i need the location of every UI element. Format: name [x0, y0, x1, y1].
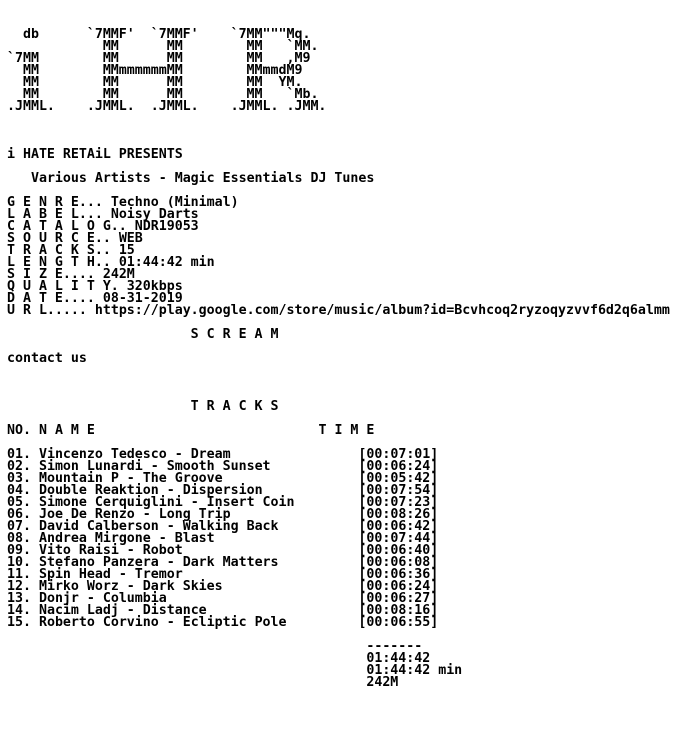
- track-number: 15.: [7, 615, 31, 630]
- track-number: 01.: [7, 447, 31, 462]
- info-tracks-value: 15: [118, 243, 135, 258]
- track-time: [00:06:24]: [358, 459, 439, 474]
- info-url-value[interactable]: https://play.google.com/store/music/album?id=Bcvhcoq2ryzoqyzvvf6d2q6almm: [94, 303, 670, 318]
- track-time: [00:06:55]: [358, 615, 439, 630]
- info-length-value: 01:44:42 min: [118, 255, 215, 270]
- info-quality-label: Q U A L I T Y.: [7, 279, 119, 294]
- info-label-value: Noisy Darts: [110, 207, 199, 222]
- total-size: 242M: [366, 675, 399, 690]
- info-catalog-value: NDR19053: [134, 219, 199, 234]
- info-source-value: WEB: [118, 231, 143, 246]
- column-header-no: NO.: [7, 423, 31, 438]
- track-number: 13.: [7, 591, 31, 606]
- info-genre-value: Techno (Minimal): [110, 195, 239, 210]
- info-date-value: 08-31-2019: [102, 291, 183, 306]
- track-time: [00:06:27]: [358, 591, 439, 606]
- track-title: Donjr - Columbia: [38, 591, 167, 606]
- info-url-label: U R L.....: [7, 303, 87, 318]
- scream-heading: S C R E A M: [190, 327, 279, 342]
- track-number: 04.: [7, 483, 31, 498]
- info-genre-label: G E N R E...: [7, 195, 103, 210]
- track-time: [00:06:36]: [358, 567, 439, 582]
- track-number: 10.: [7, 555, 31, 570]
- total-length: 01:44:42 min: [366, 663, 463, 678]
- track-time: [00:06:40]: [358, 543, 439, 558]
- info-tracks-label: T R A C K S..: [7, 243, 111, 258]
- track-time: [00:06:08]: [358, 555, 439, 570]
- track-row: [7, 615, 438, 630]
- track-title: Andrea Mirgone - Blast: [38, 531, 215, 546]
- track-title: Vincenzo Tedesco - Dream: [38, 447, 231, 462]
- info-quality-value: 320kbps: [126, 279, 183, 294]
- track-title: Joe De Renzo - Long Trip: [38, 507, 231, 522]
- track-number: 12.: [7, 579, 31, 594]
- track-number: 02.: [7, 459, 31, 474]
- info-date-label: D A T E....: [7, 291, 95, 306]
- nfo-document: [7, 29, 670, 689]
- track-number: 03.: [7, 471, 31, 486]
- track-number: 09.: [7, 543, 31, 558]
- track-title: David Calberson - Walking Back: [38, 519, 279, 534]
- track-number: 06.: [7, 507, 31, 522]
- total-time: 01:44:42: [366, 651, 431, 666]
- track-title: Mirko Worz - Dark Skies: [38, 579, 223, 594]
- track-number: 14.: [7, 603, 31, 618]
- track-time: [00:07:01]: [358, 447, 439, 462]
- track-list: [7, 447, 438, 630]
- info-size-value: 242M: [102, 267, 135, 282]
- info-length-label: L E N G T H..: [7, 255, 111, 270]
- track-number: 11.: [7, 567, 31, 582]
- contact-link[interactable]: contact us: [7, 351, 87, 366]
- track-number: 05.: [7, 495, 31, 510]
- track-time: [00:07:44]: [358, 531, 439, 546]
- track-title: Stefano Panzera - Dark Matters: [38, 555, 279, 570]
- track-title: Simone Cerquiglini - Insert Coin: [38, 495, 295, 510]
- column-header-name: N A M E: [38, 423, 95, 438]
- info-catalog-label: C A T A L O G..: [7, 219, 127, 234]
- track-number: 08.: [7, 531, 31, 546]
- track-number: 07.: [7, 519, 31, 534]
- info-source-label: S O U R C E..: [7, 231, 111, 246]
- release-title: Various Artists - Magic Essentials DJ Tunes: [30, 171, 375, 186]
- ascii-logo: db `7MMF' `7MMF' `7MM"""Mq. MM MM MM `MM. `7MM MM MM MM ,M9 MM MMmmmmmmMM MMmmdM9 MM MM MM MM YM. MM MM MM MM `Mb. .JMML. .JMML. .JMML. .JMML. .JMM.: [7, 27, 327, 114]
- totals-divider: -------: [366, 639, 423, 654]
- track-time: [00:08:16]: [358, 603, 439, 618]
- presents-line: i HATE RETAiL PRESENTS: [7, 147, 183, 162]
- track-time: [00:07:23]: [358, 495, 439, 510]
- track-time: [00:06:42]: [358, 519, 439, 534]
- tracks-heading: T R A C K S: [190, 399, 279, 414]
- track-time: [00:08:26]: [358, 507, 439, 522]
- track-time: [00:05:42]: [358, 471, 439, 486]
- info-label-label: L A B E L...: [7, 207, 103, 222]
- track-title: Simon Lunardi - Smooth Sunset: [38, 459, 271, 474]
- track-title: Roberto Corvino - Ecliptic Pole: [38, 615, 287, 630]
- info-size-label: S I Z E....: [7, 267, 95, 282]
- track-time: [00:07:54]: [358, 483, 439, 498]
- track-time: [00:06:24]: [358, 579, 439, 594]
- track-title: Spin Head - Tremor: [38, 567, 183, 582]
- track-title: Vito Raisi - Robot: [38, 543, 183, 558]
- track-title: Nacim Ladj - Distance: [38, 603, 207, 618]
- track-title: Double Reaktion - Dispersion: [38, 483, 263, 498]
- track-title: Mountain P - The Groove: [38, 471, 223, 486]
- column-header-time: T I M E: [318, 423, 375, 438]
